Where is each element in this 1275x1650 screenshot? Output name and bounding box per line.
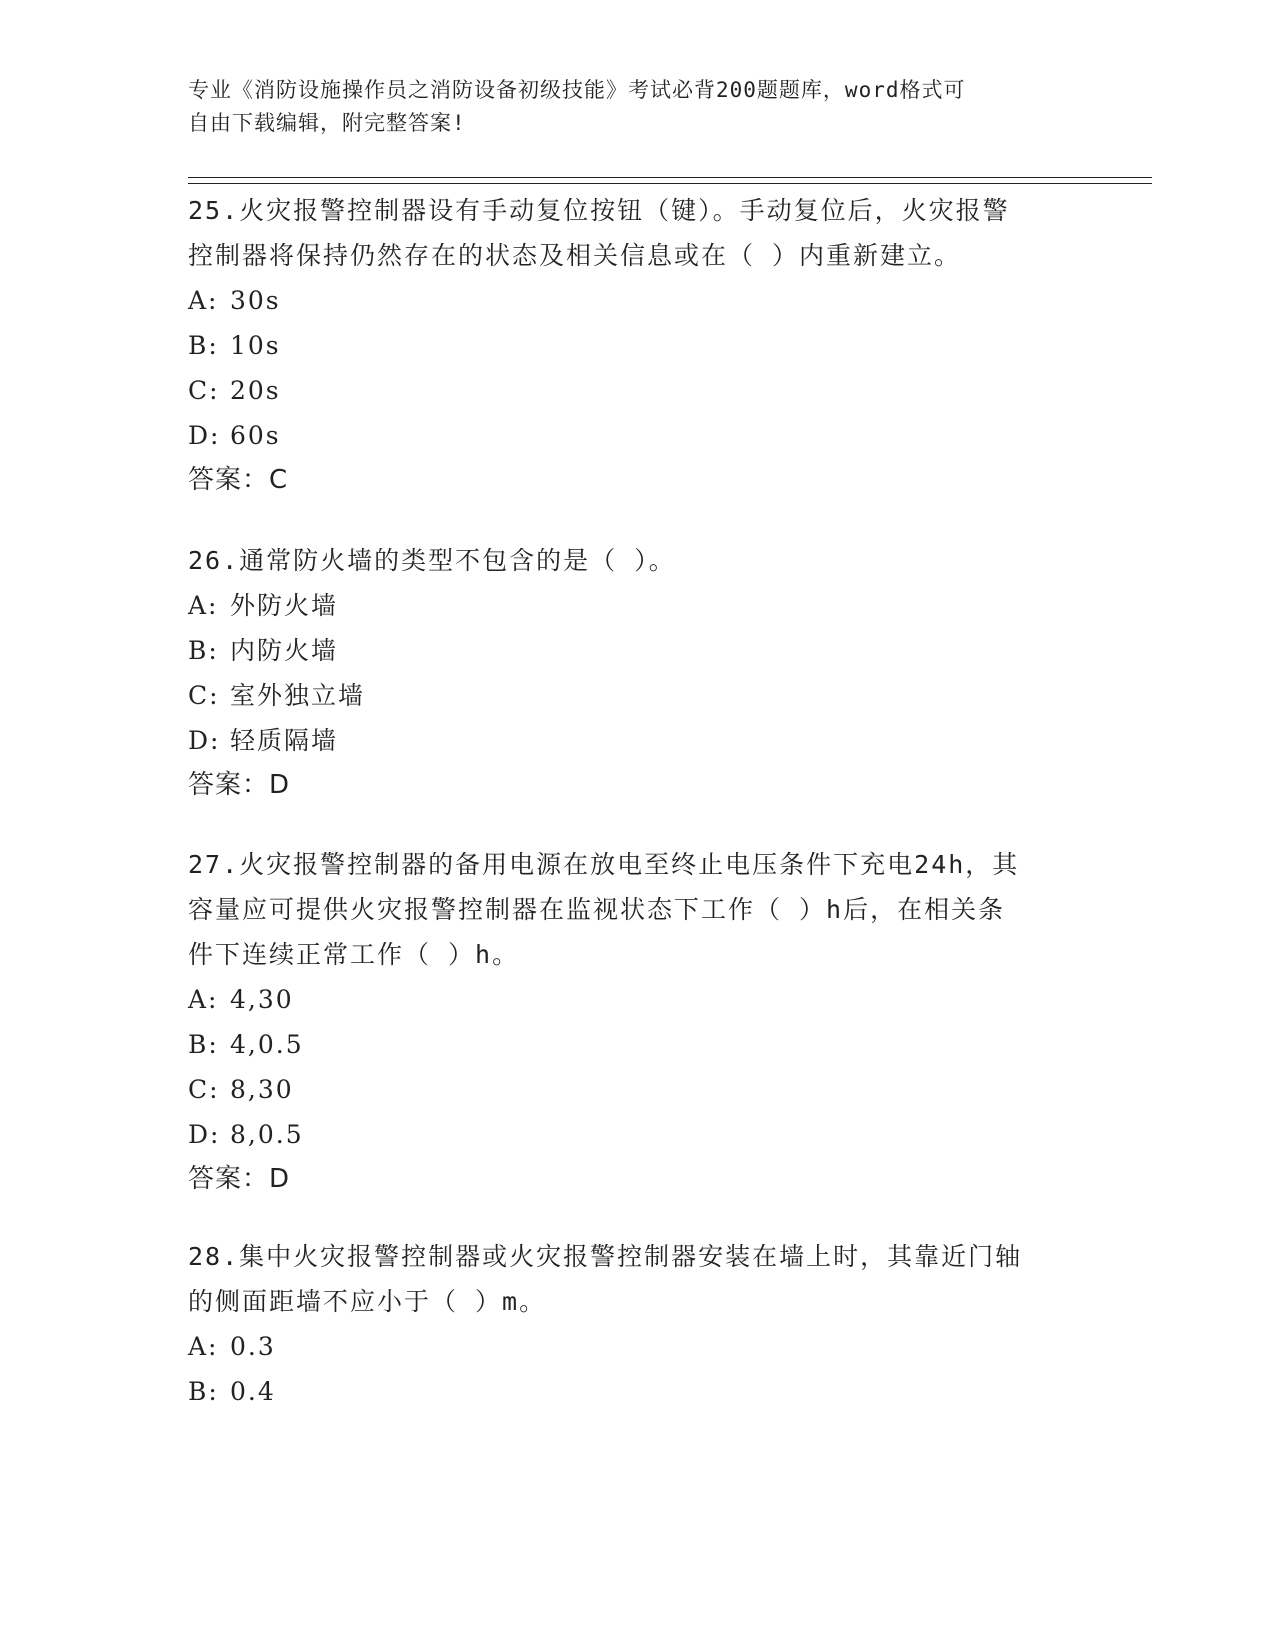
answer-value: C xyxy=(269,465,289,495)
answer-line xyxy=(188,1157,1088,1202)
answer-line xyxy=(188,763,1088,808)
option-text: 室外独立墙 xyxy=(230,681,366,710)
option-letter: C: xyxy=(188,1075,220,1104)
option-letter: A: xyxy=(188,985,219,1014)
option-text: 轻质隔墙 xyxy=(230,726,339,755)
answer-prefix: 答案： xyxy=(188,1164,270,1194)
option-letter: D: xyxy=(188,1120,221,1149)
answer-prefix: 答案： xyxy=(188,465,270,495)
question-28 xyxy=(188,1234,1088,1414)
answer-line xyxy=(188,458,1088,503)
question-stem-line: 27.火灾报警控制器的备用电源在放电至终止电压条件下充电24h，其 xyxy=(188,850,1020,879)
header-divider xyxy=(188,177,1152,184)
option-text: 0.3 xyxy=(230,1332,276,1361)
option-letter: A: xyxy=(188,286,219,315)
option-letter: B: xyxy=(188,1377,219,1406)
option-a xyxy=(188,1324,1088,1369)
option-d xyxy=(188,413,1088,458)
option-letter: B: xyxy=(188,636,219,665)
option-letter: B: xyxy=(188,1030,219,1059)
option-text: 0.4 xyxy=(230,1377,276,1406)
option-text: 4,0.5 xyxy=(230,1030,304,1059)
option-letter: A: xyxy=(188,591,219,620)
option-text: 60s xyxy=(230,421,281,450)
option-c xyxy=(188,673,1088,718)
option-letter: A: xyxy=(188,1332,219,1361)
option-text: 20s xyxy=(230,376,281,405)
option-text: 30s xyxy=(230,286,281,315)
question-stem-line: 26.通常防火墙的类型不包含的是（ ）。 xyxy=(188,546,676,575)
option-b xyxy=(188,628,1088,673)
option-text: 外防火墙 xyxy=(230,591,339,620)
option-letter: C: xyxy=(188,681,220,710)
option-letter: B: xyxy=(188,331,219,360)
answer-prefix: 答案： xyxy=(188,770,270,800)
answer-value: D xyxy=(269,1164,291,1194)
question-26 xyxy=(188,538,1088,808)
option-text: 10s xyxy=(230,331,281,360)
question-25 xyxy=(188,188,1088,503)
question-stem-line: 件下连续正常工作（ ）h。 xyxy=(188,940,520,969)
header-line-2: 自由下载编辑，附完整答案! xyxy=(188,111,466,135)
option-letter: D: xyxy=(188,726,221,755)
option-a xyxy=(188,278,1088,323)
header-line-1: 专业《消防设施操作员之消防设备初级技能》考试必背200题题库，word格式可 xyxy=(188,78,966,102)
question-stem-line: 25.火灾报警控制器设有手动复位按钮（键）。手动复位后，火灾报警 xyxy=(188,196,1010,225)
question-stem-line: 控制器将保持仍然存在的状态及相关信息或在（ ）内重新建立。 xyxy=(188,241,962,270)
option-a xyxy=(188,583,1088,628)
option-text: 8,0.5 xyxy=(230,1120,304,1149)
option-d xyxy=(188,1112,1088,1157)
question-stem-line: 28.集中火灾报警控制器或火灾报警控制器安装在墙上时，其靠近门轴 xyxy=(188,1242,1023,1271)
option-a xyxy=(188,977,1088,1022)
question-stem-line: 的侧面距墙不应小于（ ）m。 xyxy=(188,1287,547,1316)
document-header xyxy=(188,74,1088,140)
option-letter: C: xyxy=(188,376,220,405)
option-d xyxy=(188,718,1088,763)
option-c xyxy=(188,368,1088,413)
option-b xyxy=(188,1369,1088,1414)
option-text: 4,30 xyxy=(230,985,294,1014)
answer-value: D xyxy=(269,770,291,800)
question-stem-line: 容量应可提供火灾报警控制器在监视状态下工作（ ）h后，在相关条 xyxy=(188,895,1006,924)
question-27 xyxy=(188,842,1088,1202)
option-text: 内防火墙 xyxy=(230,636,339,665)
option-c xyxy=(188,1067,1088,1112)
option-letter: D: xyxy=(188,421,221,450)
option-b xyxy=(188,1022,1088,1067)
option-b xyxy=(188,323,1088,368)
option-text: 8,30 xyxy=(230,1075,294,1104)
